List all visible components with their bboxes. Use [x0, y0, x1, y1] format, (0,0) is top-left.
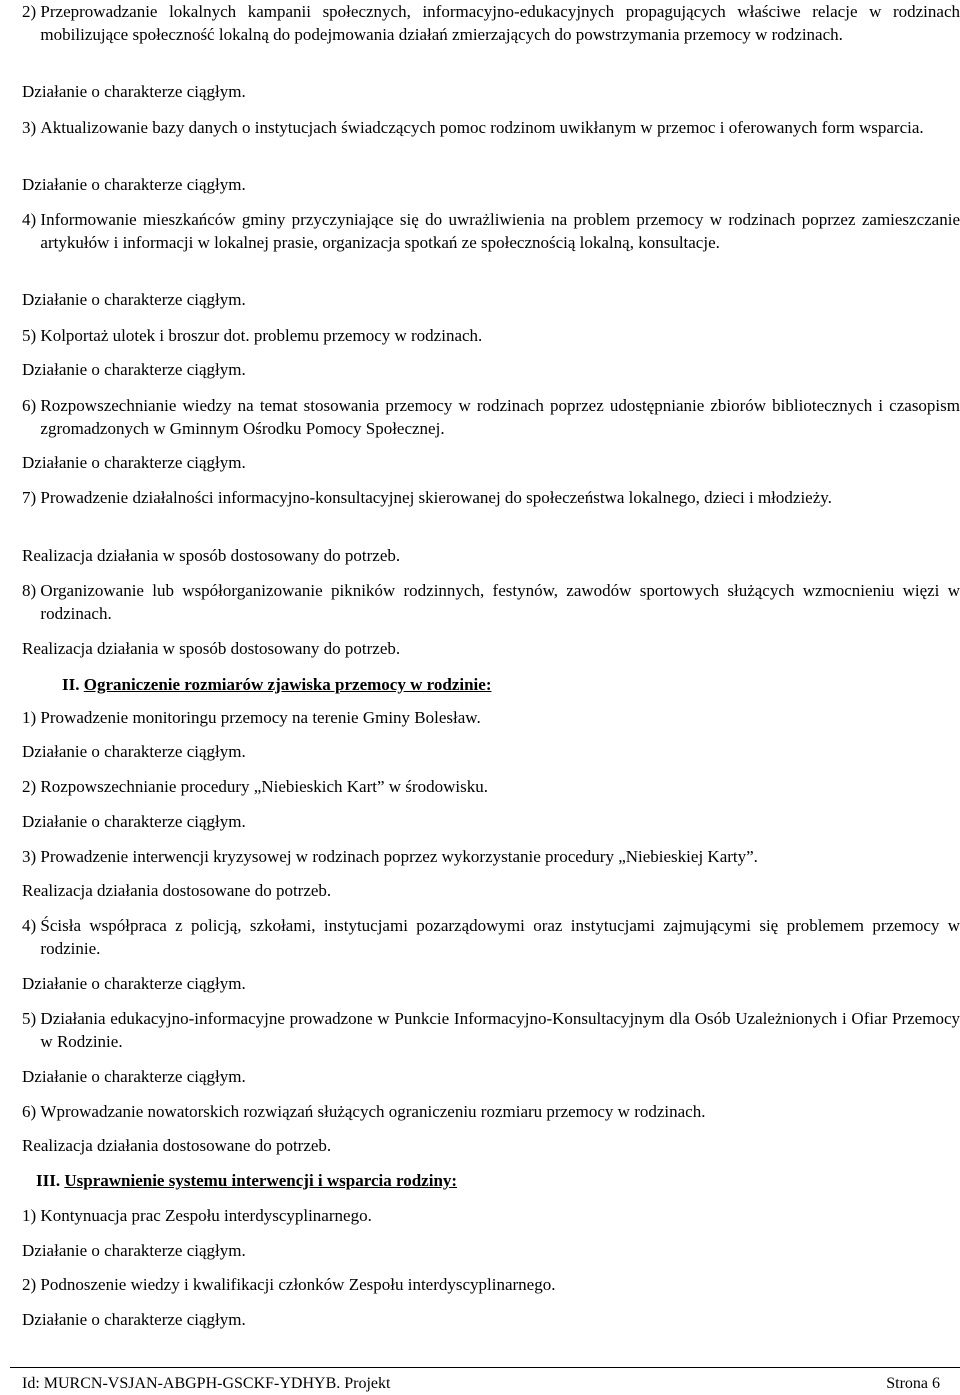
list-item — [22, 324, 960, 347]
item-note: Działanie o charakterze ciągłym. — [22, 290, 246, 309]
item-text: Aktualizowanie bazy danych o instytucjach świadczących pomoc rodzinom uwikłanym w przemoc i oferowanych form wsparcia. — [40, 118, 924, 137]
item-number: 6) — [22, 396, 37, 415]
item-number: 2) — [22, 1275, 37, 1294]
list-item — [22, 208, 960, 254]
section-heading — [36, 1169, 457, 1192]
section-title: Usprawnienie systemu interwencji i wsparcia rodziny: — [64, 1171, 458, 1190]
item-number: 2) — [22, 2, 37, 21]
item-note: Działanie o charakterze ciągłym. — [22, 1241, 246, 1260]
item-number: 5) — [22, 326, 37, 345]
item-text: Wprowadzanie nowatorskich rozwiązań służących ograniczeniu rozmiaru przemocy w rodzinach. — [40, 1102, 706, 1121]
item-text: Kolportaż ulotek i broszur dot. problemu przemocy w rodzinach. — [40, 326, 483, 345]
item-text: Informowanie mieszkańców gminy przyczyniające się do uwrażliwienia na problem przemocy w rodzinach poprzez zamieszczanie artykułów i informacji w lokalnej prasie, organizacja spotkań ze społecznością lokalną, konsultacje. — [40, 210, 960, 252]
list-item — [22, 775, 960, 798]
item-text: Podnoszenie wiedzy i kwalifikacji członków Zespołu interdyscyplinarnego. — [40, 1275, 556, 1294]
list-item — [22, 0, 960, 46]
item-text: Organizowanie lub współorganizowanie pikników rodzinnych, festynów, zawodów sportowych służących wzmocnieniu więzi w rodzinach. — [40, 581, 960, 623]
item-note: Działanie o charakterze ciągłym. — [22, 742, 246, 761]
list-item — [22, 1204, 960, 1227]
item-note: Działanie o charakterze ciągłym. — [22, 360, 246, 379]
item-number: 4) — [22, 210, 37, 229]
list-item — [22, 116, 960, 139]
footer-divider — [10, 1367, 960, 1368]
list-item — [22, 845, 960, 868]
item-note: Działanie o charakterze ciągłym. — [22, 175, 246, 194]
list-item — [22, 1100, 960, 1123]
list-item — [22, 1007, 960, 1053]
item-note: Działanie o charakterze ciągłym. — [22, 974, 246, 993]
item-note: Działanie o charakterze ciągłym. — [22, 1310, 246, 1329]
item-number: 3) — [22, 847, 37, 866]
item-note: Działanie o charakterze ciągłym. — [22, 812, 246, 831]
item-number: 3) — [22, 118, 37, 137]
item-number: 1) — [22, 708, 37, 727]
item-text: Rozpowszechnianie procedury „Niebieskich Kart” w środowisku. — [40, 777, 488, 796]
item-note: Realizacja działania w sposób dostosowany do potrzeb. — [22, 546, 401, 565]
item-text: Prowadzenie działalności informacyjno-konsultacyjnej skierowanej do społeczeństwa lokalnego, dzieci i młodzieży. — [40, 488, 832, 507]
list-item — [22, 1273, 960, 1296]
list-item — [22, 394, 960, 440]
page-number: Strona 6 — [886, 1375, 940, 1392]
item-number: 7) — [22, 488, 37, 507]
item-text: Prowadzenie monitoringu przemocy na terenie Gminy Bolesław. — [40, 708, 481, 727]
item-text: Działania edukacyjno-informacyjne prowadzone w Punkcie Informacyjno-Konsultacyjnym dla Osób Uzależnionych i Ofiar Przemocy w Rodzinie. — [40, 1009, 960, 1051]
item-number: 8) — [22, 581, 37, 600]
item-number: 4) — [22, 916, 37, 935]
list-item — [22, 914, 960, 960]
item-number: 2) — [22, 777, 37, 796]
item-note: Działanie o charakterze ciągłym. — [22, 82, 246, 101]
item-text: Przeprowadzanie lokalnych kampanii społecznych, informacyjno-edukacyjnych propagujących właściwe relacje w rodzinach mobilizujące społeczność lokalną do podejmowania działań zmierzających do powstrzymania przemocy w rodzinach. — [40, 2, 960, 44]
section-number: II. — [62, 675, 80, 694]
item-note: Działanie o charakterze ciągłym. — [22, 453, 246, 472]
item-text: Ścisła współpraca z policją, szkołami, instytucjami pozarządowymi oraz instytucjami zajmującymi się problemem przemocy w rodzinie. — [40, 916, 960, 958]
section-title: Ograniczenie rozmiarów zjawiska przemocy w rodzinie: — [83, 675, 492, 694]
item-note: Realizacja działania dostosowane do potrzeb. — [22, 1136, 332, 1155]
item-note: Działanie o charakterze ciągłym. — [22, 1067, 246, 1086]
item-text: Rozpowszechnianie wiedzy na temat stosowania przemocy w rodzinach poprzez udostępnianie zbiorów bibliotecznych i czasopism zgromadzonych w Gminnym Ośrodku Pomocy Społecznej. — [40, 396, 960, 438]
list-item — [22, 579, 960, 625]
list-item — [22, 706, 960, 729]
item-text: Prowadzenie interwencji kryzysowej w rodzinach poprzez wykorzystanie procedury „Niebieskiej Karty”. — [40, 847, 758, 866]
list-item — [22, 486, 960, 509]
document-id: Id: MURCN-VSJAN-ABGPH-GSCKF-YDHYB. Projekt — [22, 1375, 391, 1392]
item-note: Realizacja działania w sposób dostosowany do potrzeb. — [22, 639, 401, 658]
item-number: 5) — [22, 1009, 37, 1028]
section-number: III. — [36, 1171, 61, 1190]
item-number: 6) — [22, 1102, 37, 1121]
section-heading — [62, 673, 491, 696]
item-text: Kontynuacja prac Zespołu interdyscyplinarnego. — [40, 1206, 372, 1225]
item-number: 1) — [22, 1206, 37, 1225]
page-footer — [22, 1374, 940, 1394]
item-note: Realizacja działania dostosowane do potrzeb. — [22, 881, 332, 900]
